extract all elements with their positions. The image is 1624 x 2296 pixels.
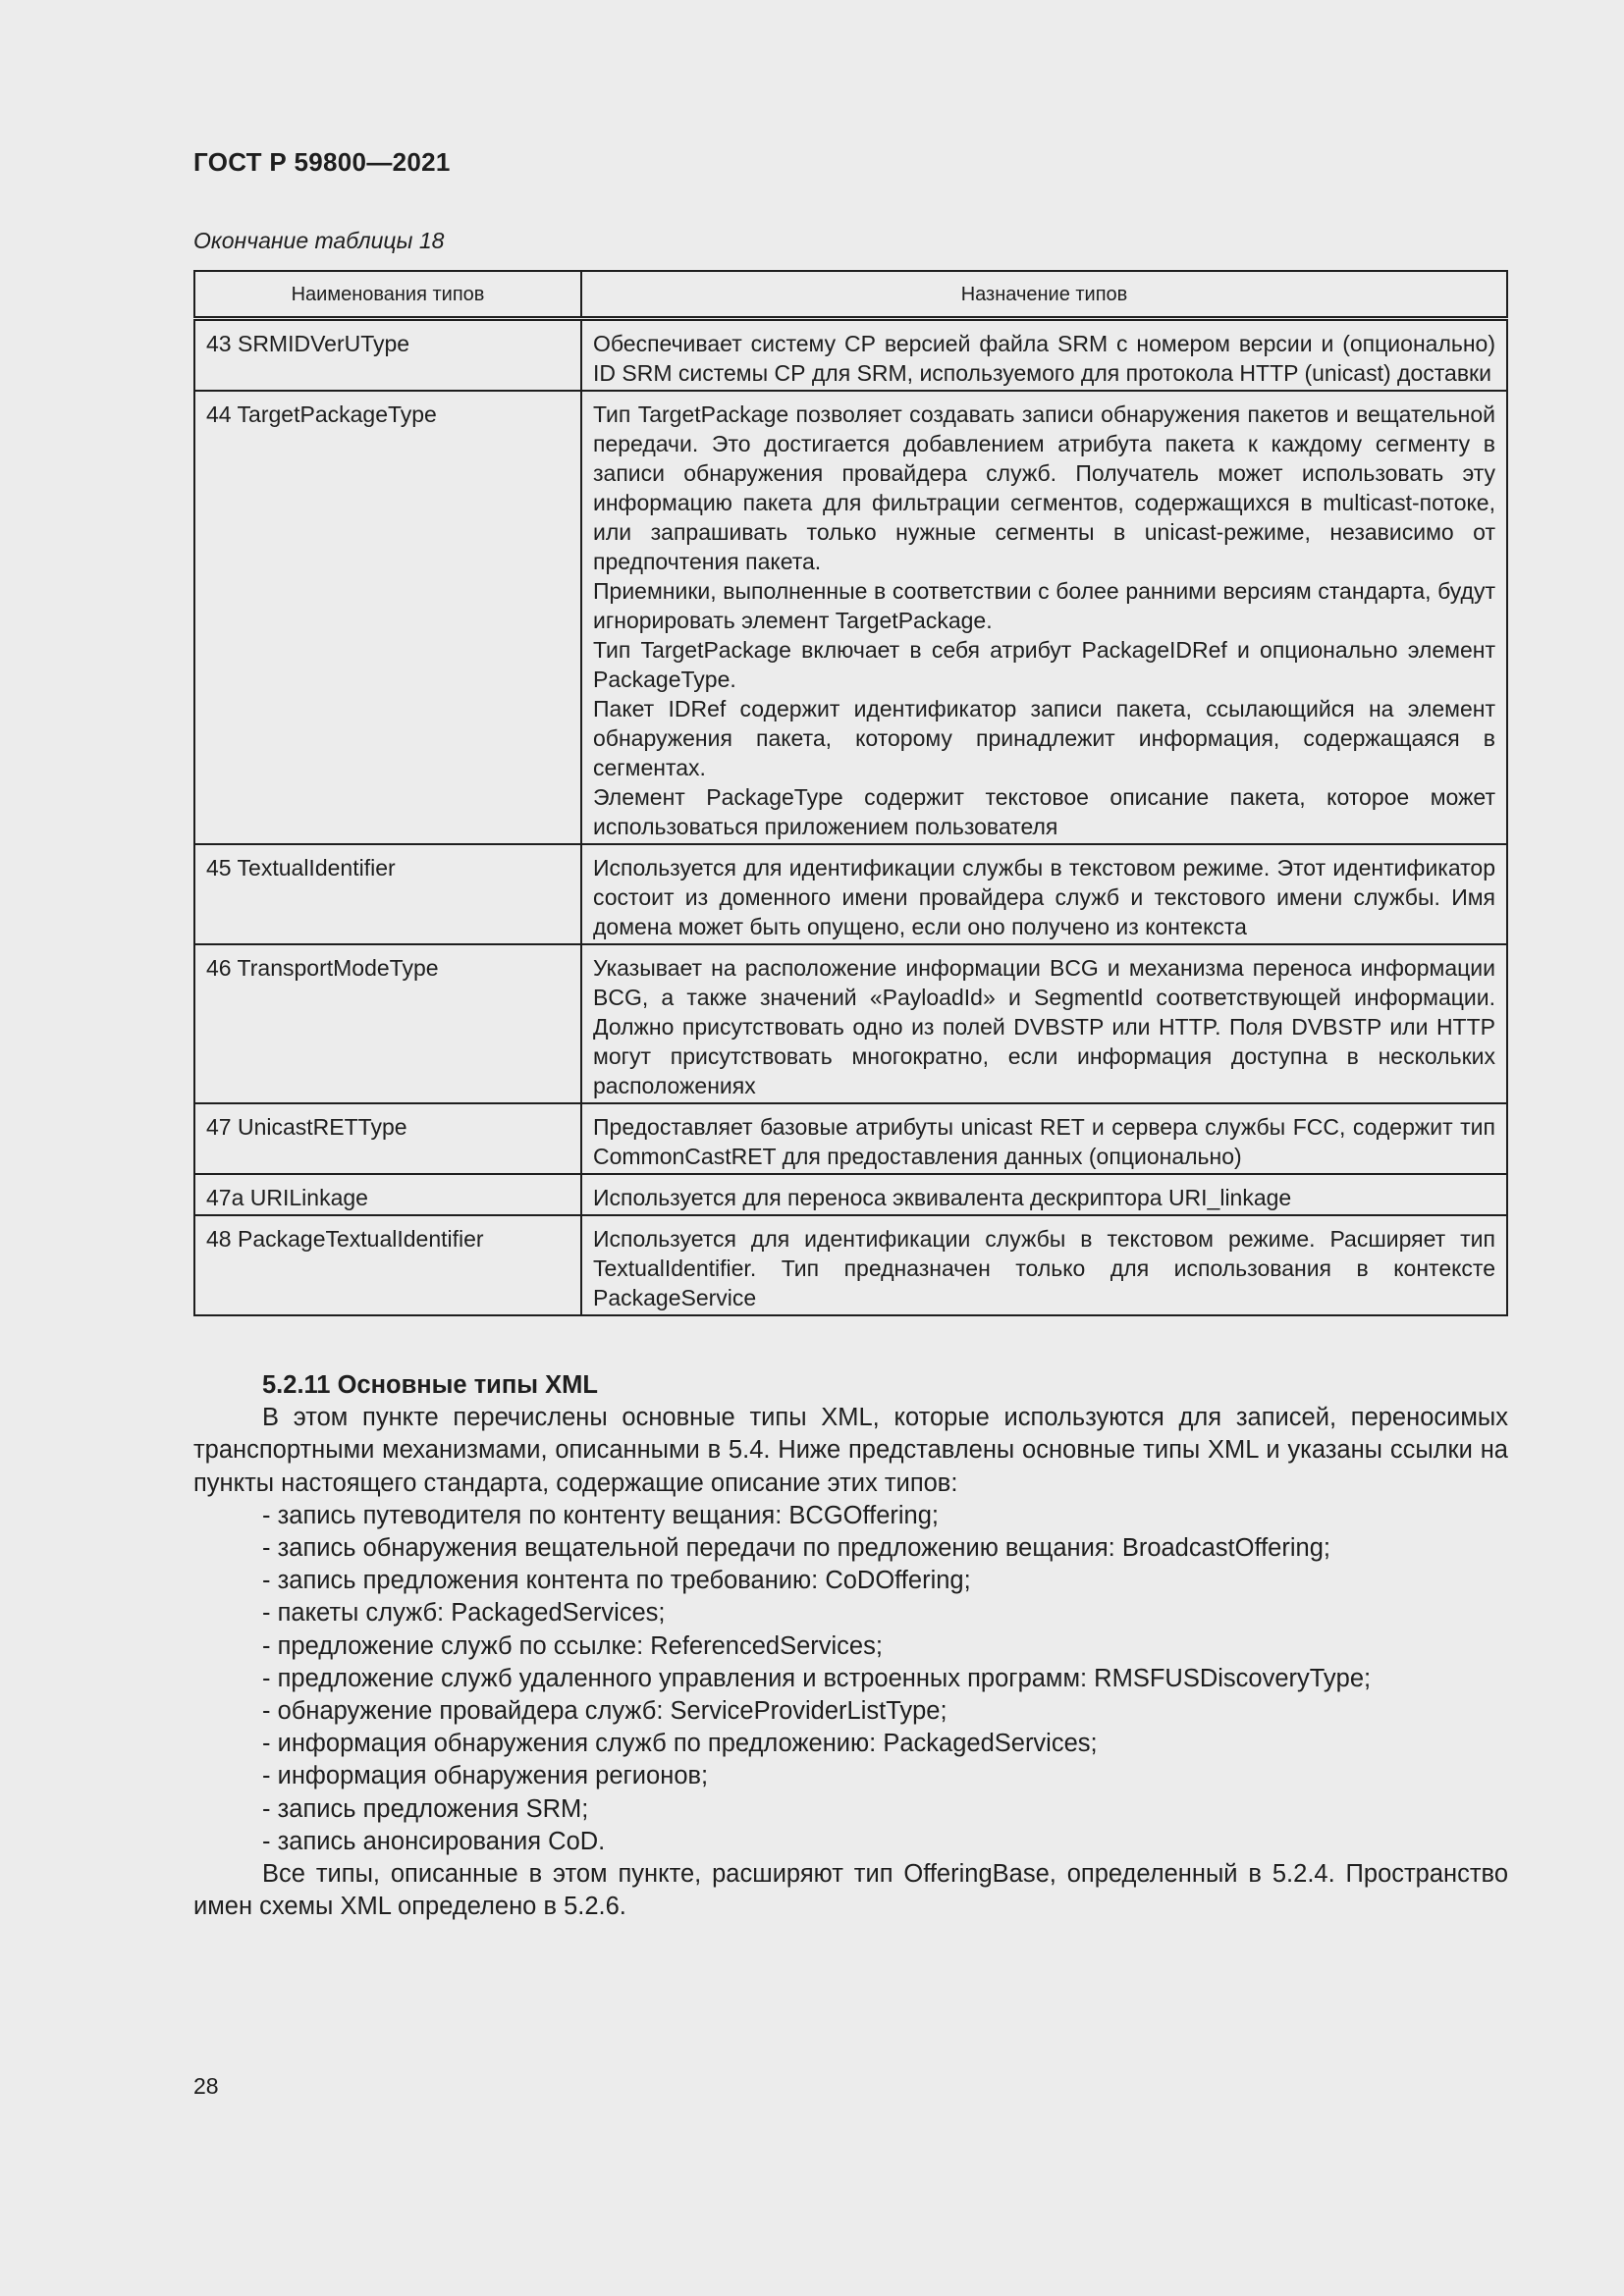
type-purpose-cell xyxy=(581,844,1507,944)
type-purpose-cell xyxy=(581,319,1507,392)
type-purpose-cell xyxy=(581,1174,1507,1215)
table-row xyxy=(194,844,1507,944)
table-row xyxy=(194,944,1507,1103)
list-item: - предложение служб по ссылке: ReferencedServices; xyxy=(262,1631,883,1660)
section-heading: 5.2.11 Основные типы XML xyxy=(262,1371,598,1399)
type-purpose-cell xyxy=(581,944,1507,1103)
table-row xyxy=(194,1174,1507,1215)
type-purpose-cell xyxy=(581,1215,1507,1315)
purpose-paragraph: Указывает на расположение информации BCG и механизма переноса информации BCG, а также значений «PayloadId» и SegmentId соответствующей информации. Должно присутствовать одно из полей DVBSTP или HTTP. Поля DVBSTP или HTTP могут присутствовать многократно, если информация доступна в нескольких расположениях xyxy=(593,955,1495,1098)
column-header-purpose: Назначение типов xyxy=(581,271,1507,319)
purpose-paragraph: Используется для идентификации службы в текстовом режиме. Этот идентификатор состоит из доменного имени провайдера служб и текстового имени службы. Имя домена может быть опущено, если оно получено из контекста xyxy=(593,855,1495,939)
types-table xyxy=(193,270,1508,1316)
table-row xyxy=(194,319,1507,392)
list-item: - запись путеводителя по контенту вещания: BCGOffering; xyxy=(262,1501,939,1529)
section-outro: Все типы, описанные в этом пункте, расширяют тип OfferingBase, определенный в 5.2.4. Пространство имен схемы XML определено в 5.2.6. xyxy=(193,1860,1508,1921)
list-item: - информация обнаружения служб по предложению: PackagedServices; xyxy=(262,1730,1098,1758)
type-name-cell: 47 UnicastRETType xyxy=(194,1103,581,1174)
type-name-cell: 43 SRMIDVerUType xyxy=(194,319,581,392)
list-item: - обнаружение провайдера служб: ServiceProviderListType; xyxy=(262,1697,947,1726)
purpose-paragraph: Приемники, выполненные в соответствии с более ранними версиям стандарта, будут игнорировать элемент TargetPackage. xyxy=(593,578,1495,633)
purpose-paragraph: Обеспечивает систему СР версией файла SRM с номером версии и (опционально) ID SRM системы СР для SRM, используемого для протокола HTTP (unicast) доставки xyxy=(593,331,1495,386)
section-intro: В этом пункте перечислены основные типы XML, которые используются для записей, переносимых транспортными механизмами, описанными в 5.4. Ниже представлены основные типы XML и указаны ссылки на пункты настоящего стандарта, содержащие описание этих типов: xyxy=(193,1404,1508,1497)
list-item: - предложение служб удаленного управления и встроенных программ: RMSFUSDiscoveryType; xyxy=(262,1664,1372,1692)
types-list xyxy=(193,1500,1508,1858)
list-item: - запись обнаружения вещательной передачи по предложению вещания: BroadcastOffering; xyxy=(262,1534,1330,1563)
purpose-paragraph: Тип TargetPackage позволяет создавать записи обнаружения пакетов и вещательной передачи. Это достигается добавлением атрибута пакета к каждому сегменту в записи обнаружения провайдера служб. Получатель может использовать эту информацию пакета для фильтрации сегментов, содержащихся в multicast-потоке, или запрашивать только нужные сегменты в unicast-режиме, независимо от предпочтения пакета. xyxy=(593,401,1495,574)
purpose-paragraph: Используется для идентификации службы в текстовом режиме. Расширяет тип TextualIdentifier. Тип предназначен только для использования в контексте PackageService xyxy=(593,1226,1495,1310)
list-item: - запись предложения контента по требованию: CoDOffering; xyxy=(262,1567,971,1595)
type-name-cell: 46 TransportModeType xyxy=(194,944,581,1103)
table-row xyxy=(194,1215,1507,1315)
purpose-paragraph: Используется для переноса эквивалента дескриптора URI_linkage xyxy=(593,1185,1292,1210)
list-item: - пакеты служб: PackagedServices; xyxy=(262,1599,666,1628)
list-item: - запись предложения SRM; xyxy=(262,1794,589,1823)
table-row xyxy=(194,1103,1507,1174)
purpose-paragraph: Тип TargetPackage включает в себя атрибут PackageIDRef и опционально элемент PackageType. xyxy=(593,637,1495,692)
purpose-paragraph: Пакет IDRef содержит идентификатор записи пакета, ссылающийся на элемент обнаружения пакета, которому принадлежит информация, содержащаяся в сегментах. xyxy=(593,696,1495,780)
table-body xyxy=(194,319,1507,1316)
type-purpose-cell xyxy=(581,391,1507,844)
list-item: - информация обнаружения регионов; xyxy=(262,1762,709,1790)
table-caption: Окончание таблицы 18 xyxy=(193,228,445,253)
column-header-names: Наименования типов xyxy=(194,271,581,319)
type-purpose-cell xyxy=(581,1103,1507,1174)
type-name-cell: 44 TargetPackageType xyxy=(194,391,581,844)
purpose-paragraph: Элемент PackageType содержит текстовое описание пакета, которое может использоваться приложением пользователя xyxy=(593,784,1495,839)
table-header-row xyxy=(194,271,1507,319)
type-name-cell: 45 TextualIdentifier xyxy=(194,844,581,944)
standard-header: ГОСТ Р 59800—2021 xyxy=(193,147,451,177)
type-name-cell: 48 PackageTextualIdentifier xyxy=(194,1215,581,1315)
page-number: 28 xyxy=(193,2073,219,2099)
table-row xyxy=(194,391,1507,844)
section-5-2-11 xyxy=(193,1369,1508,1923)
type-name-cell: 47а URILinkage xyxy=(194,1174,581,1215)
purpose-paragraph: Предоставляет базовые атрибуты unicast RET и сервера службы FCC, содержит тип CommonCastRET для предоставления данных (опционально) xyxy=(593,1114,1495,1169)
list-item: - запись анонсирования CoD. xyxy=(262,1827,606,1855)
